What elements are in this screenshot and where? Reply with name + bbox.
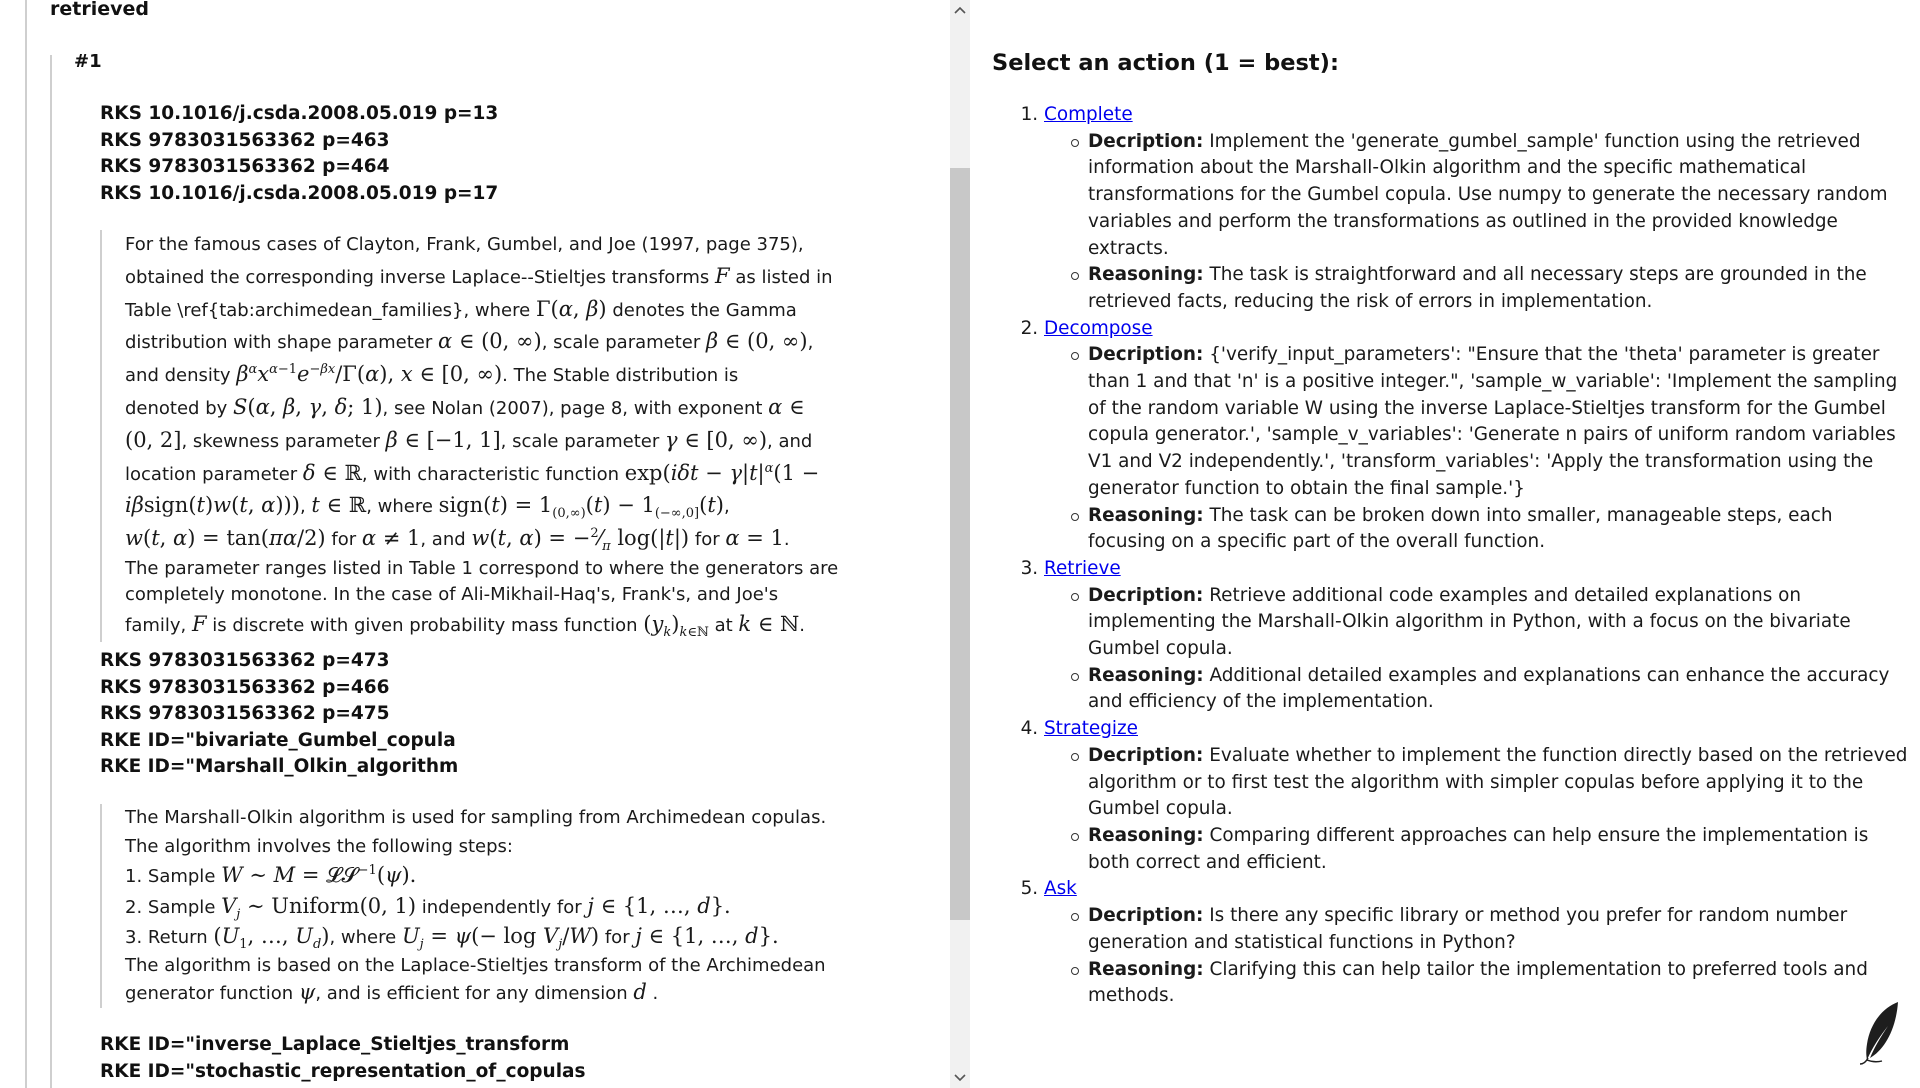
reference-line: RKS 9783031563362 p=463 <box>100 129 390 151</box>
action-link-strategize[interactable]: Strategize <box>1044 718 1138 740</box>
reference-list-3 <box>100 1032 586 1085</box>
action-reasoning: Reasoning: The task can be broken down into smaller, manageable steps, each focusing on a specific part of the overall function. <box>1088 503 1910 556</box>
reference-line: RKS 9783031563362 p=475 <box>100 703 390 724</box>
action-reasoning: Reasoning: The task is straightforward and all necessary steps are grounded in the retrieved facts, reducing the risk of errors in implementation. <box>1088 262 1910 315</box>
action-description: Decription: Is there any specific library or method you prefer for random number generation and statistical functions in Python? <box>1088 903 1910 956</box>
reference-list-2 <box>100 648 458 781</box>
reference-line: RKS 9783031563362 p=466 <box>100 676 390 698</box>
chevron-up-icon[interactable] <box>950 0 970 20</box>
action-item <box>1044 102 1910 316</box>
reference-line: RKS 9783031563362 p=464 <box>100 156 390 177</box>
reference-line: RKE ID="bivariate_Gumbel_copula <box>100 729 456 751</box>
feather-icon[interactable] <box>1858 1000 1902 1066</box>
action-description: Decription: Evaluate whether to implement the function directly based on the retrieved algorithm or to first test the algorithm with simpler copulas before applying it to the Gumbel copula. <box>1088 743 1910 823</box>
action-link-complete[interactable]: Complete <box>1044 104 1133 125</box>
scroll-thumb[interactable] <box>950 168 970 920</box>
outer-quote-rule <box>25 0 27 1088</box>
action-description: Decription: Retrieve additional code examples and detailed explanations on implementing the Marshall-Olkin algorithm in Python, with a focus on the bivariate Gumbel copula. <box>1088 583 1910 663</box>
retrieved-heading: retrieved <box>50 0 149 20</box>
action-item <box>1044 316 1910 556</box>
action-item <box>1044 716 1910 876</box>
action-description: Decription: {'verify_input_parameters': "Ensure that the 'theta' parameter is greater than 1 and that 'n' is a positive integer.", 'sample_w_variable': 'Implement the sampling of the random variable W using the inverse Laplace-Stieltjes transform for the Gumbel copula generator.', 'sample_v_variables': 'Generate n pairs of uniform random variables V1 and V2 independently.', 'transform_variables': 'Apply the transformation using the generator function to obtain the final sample.'} <box>1088 342 1910 502</box>
action-prompt-title: Select an action (1 = best): <box>992 50 1339 76</box>
quote-archimedean-families: For the famous cases of Clayton, Frank, Gumbel, and Joe (1997, page 375), obtained the corresponding inverse Laplace--Stieltjes transforms F as listed in Table \ref{tab:archimedean_families}, where Γ(α, β) denotes the Gamma distribution with shape parameter α ∈ (0, ∞), scale parameter β ∈ (0, ∞), and density $\beta^\alpha x^{\alpha-1}e^{-\beta x}/\Gamma(\alpha)$, x ∈ [0, ∞). The Stable distribution is denoted by S(α, β, γ, δ; 1), see Nolan (2007), page 8, with exponent α ∈ (0, 2], skewness parameter β ∈ [−1, 1], scale parameter γ ∈ [0, ∞), and location parameter δ ∈ ℝ, with characteristic function $\exp(i\delta t - \gamma|t|^\alpha(1$ − iβsign(t)w(t, α))), t ∈ ℝ, where sign(t) = $1_{(0,\infty)}(t) - 1_{(-\infty,0]}(t)$, w(t, α) = tan(πα/2) for α ≠ 1, and w(t, $\alpha) = -^2⁄_\pi$ log(|t|) for α = 1. The parameter ranges listed in Table 1 correspond to where the generators are completely monotone. In the case of Ali-Mikhail-Haq's, Frank's, and Joe's family, F is discrete with given probability mass function $(y_k)_{k\in ℕ}$ at k ∈ ℕ. <box>100 230 865 642</box>
inner-quote-rule <box>50 55 52 1088</box>
reference-list-1 <box>100 101 498 207</box>
action-link-retrieve[interactable]: Retrieve <box>1044 557 1121 579</box>
action-item <box>1044 876 1910 1010</box>
reference-line: RKS 10.1016/j.csda.2008.05.019 p=13 <box>100 103 499 124</box>
retrieved-panel <box>0 0 950 1088</box>
reference-line: RKE ID="Marshall_Olkin_algorithm <box>100 756 459 777</box>
reference-line: RKE ID="inverse_Laplace_Stieltjes_transform <box>100 1034 570 1055</box>
action-reasoning: Reasoning: Clarifying this can help tailor the implementation to preferred tools and methods. <box>1088 957 1910 1010</box>
action-item <box>1044 556 1910 716</box>
action-list <box>992 102 1910 1010</box>
chevron-down-icon[interactable] <box>950 1068 970 1088</box>
action-reasoning: Reasoning: Additional detailed examples and explanations can enhance the accuracy and efficiency of the implementation. <box>1088 663 1910 716</box>
action-panel <box>992 0 1912 1088</box>
reference-line: RKE ID="stochastic_representation_of_copulas <box>100 1060 586 1082</box>
entry-label: #1 <box>74 51 102 72</box>
action-link-decompose[interactable]: Decompose <box>1044 317 1153 339</box>
action-description: Decription: Implement the 'generate_gumbel_sample' function using the retrieved information about the Marshall-Olkin algorithm and the specific mathematical transformations for the Gumbel copula. Use numpy to generate the necessary random variables and perform the transformations as outlined in the provided knowledge extracts. <box>1088 129 1910 263</box>
quote-marshall-olkin: The Marshall-Olkin algorithm is used for sampling from Archimedean copulas. The algorithm involves the following steps: 1. Sample W ∼ M = 𝓛𝓢$^{-1}$(ψ). 2. Sample $V_j$ ∼ Uniform(0, 1) independently for j ∈ {1, …, d}. 3. Return ($U_1$, …, $U_d$), where $U_j = \psi(- \log V_j/W)$ for j ∈ {1, …, d}. The algorithm is based on the Laplace-Stieltjes transform of the Archimedean generator function ψ, and is efficient for any dimension d . <box>100 804 865 1008</box>
left-pane-scrollbar[interactable] <box>950 0 970 1088</box>
reference-line: RKS 9783031563362 p=473 <box>100 650 390 671</box>
reference-line: RKS 10.1016/j.csda.2008.05.019 p=17 <box>100 182 499 204</box>
action-link-ask[interactable]: Ask <box>1044 878 1077 900</box>
action-reasoning: Reasoning: Comparing different approaches can help ensure the implementation is both correct and efficient. <box>1088 823 1910 876</box>
